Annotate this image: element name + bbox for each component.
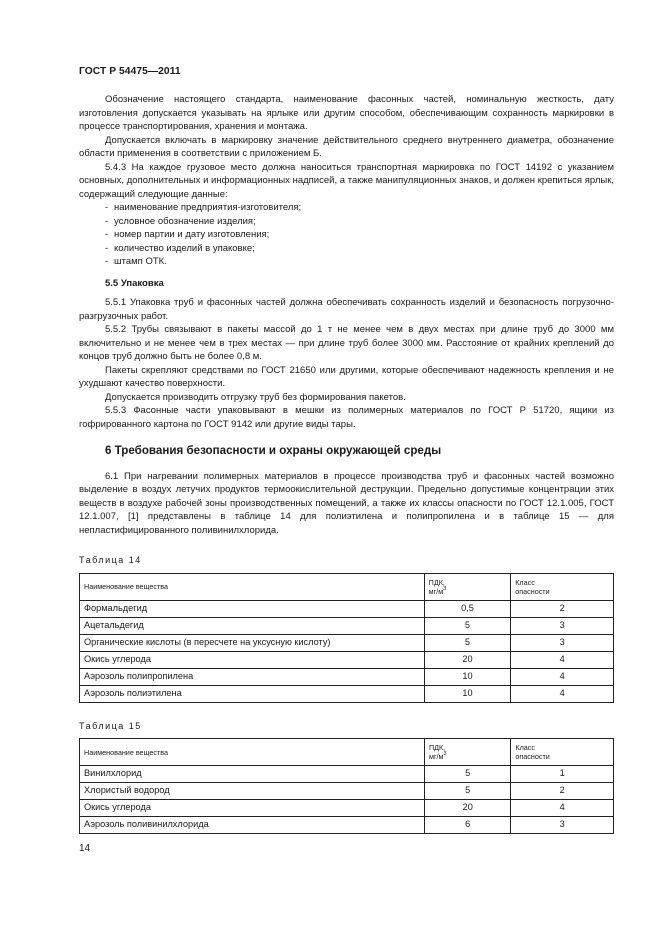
table-row: Аэрозоль поливинилхлорида 6 3: [80, 817, 614, 834]
paragraph: 5.5.1 Упаковка труб и фасонных частей должна обеспечивать сохранность изделий и безопасность погрузочно-разгрузочных работ.: [79, 297, 614, 322]
table-row: Хлористый водород 5 2: [80, 783, 614, 800]
page-header-standard-code: ГОСТ Р 54475—2011: [79, 66, 181, 77]
list-item: - количество изделий в упаковке;: [105, 242, 255, 254]
table-14: [79, 573, 614, 703]
header-hazard-class: Класс опасности: [511, 573, 614, 600]
header-substance: Наименование вещества: [80, 739, 425, 766]
table-row: Окись углерода 20 4: [80, 651, 614, 668]
header-substance: Наименование вещества: [80, 573, 425, 600]
paragraph: Обозначение настоящего стандарта, наименование фасонных частей, номинальную жесткость, дату изготовления допускается указывать на ярлыке или другим способом, обеспечивающим сохранность маркировки в процессе транспортирования, хранения и монтажа.: [79, 94, 614, 132]
label-data-list: [79, 201, 614, 269]
table-row: Окись углерода 20 4: [80, 800, 614, 817]
header-pdk: ПДК, $мг/м^3$: [424, 573, 511, 600]
paragraph: Допускается включать в маркировку значение действительного среднего внутреннего диаметра, обозначение области применения в соответствии с приложением Б.: [79, 134, 614, 159]
paragraph: Допускается производить отгрузку труб без формирования пакетов.: [105, 391, 406, 403]
table-14-caption: Таблица 14: [79, 555, 142, 565]
paragraph: 5.5.3 Фасонные части упаковывают в мешки из полимерных материалов по ГОСТ Р 51720, ящики из гофрированного картона по ГОСТ 9142 или другие виды тары.: [79, 405, 614, 430]
table-row: Аэрозоль полипропилена 10 4: [80, 668, 614, 685]
list-item: - условное обозначение изделия;: [105, 215, 256, 227]
page-number: 14: [79, 843, 91, 854]
list-item: - штамп ОТК.: [105, 256, 167, 267]
table-row: Формальдегид 0,5 2: [80, 600, 614, 617]
table-row: Ацетальдегид 5 3: [80, 617, 614, 634]
table-header-row: [80, 739, 614, 766]
section-heading-safety: 6 Требования безопасности и охраны окружающей среды: [105, 444, 442, 457]
paragraph: 5.5.2 Трубы связывают в пакеты массой до 1 т не менее чем в двух местах при длине труб до 3000 мм включительно и не менее чем в трех местах — при длине труб более 3000 мм. Расстояние от крайних креплений до концов труб должно быть не более 0,8 м.: [79, 324, 614, 362]
subsection-heading-packaging: 5.5 Упаковка: [105, 277, 164, 289]
paragraph: 6.1 При нагревании полимерных материалов в процессе производства труб и фасонных частей возможно выделение в воздух летучих продуктов термоокислительной деструкции. Предельно допустимые концентрации этих веществ в воздухе рабочей зоны производственных помещений, а также их классы опасности по ГОСТ 12.1.005, ГОСТ 12.1.007, [1] представлены в таблице 14 для полиэтилена и полипропилена и в таблице 15 — для непластифицированного поливинилхлорида.: [79, 470, 614, 536]
table-row: Винилхлорид 5 1: [80, 766, 614, 783]
table-row: Органические кислоты (в пересчете на уксусную кислоту) 5 3: [80, 634, 614, 651]
list-item: - номер партии и дату изготовления;: [105, 229, 270, 240]
paragraph: Пакеты скрепляют средствами по ГОСТ 21650 или другими, которые обеспечивают надежность крепления и не ухудшают качество поверхности.: [79, 364, 614, 389]
table-row: Аэрозоль полиэтилена 10 4: [80, 685, 614, 702]
table-header-row: [80, 573, 614, 600]
table-15: [79, 738, 614, 834]
header-hazard-class: Класс опасности: [511, 739, 614, 766]
table-15-caption: Таблица 15: [79, 720, 142, 731]
list-item: - наименование предприятия-изготовителя;: [105, 202, 302, 213]
paragraph: 5.4.3 На каждое грузовое место должна наноситься транспортная маркировка по ГОСТ 14192 с указанием основных, дополнительных и информационных надписей, а также манипуляционных знаков, и должен крепиться ярлык, содержащий следующие данные:: [79, 161, 614, 200]
main-text: [79, 93, 614, 834]
header-pdk: ПДК, $мг/м^3$: [425, 739, 511, 766]
